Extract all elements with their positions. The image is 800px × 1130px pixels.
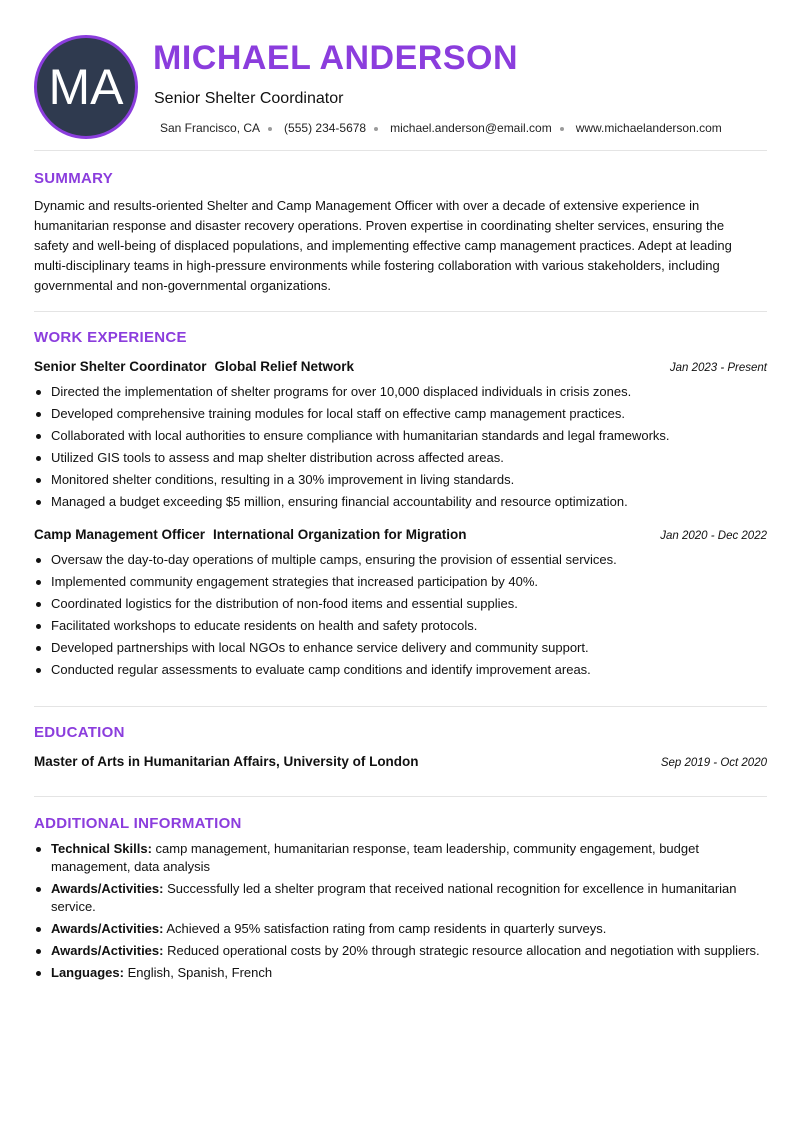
list-item: Directed the implementation of shelter programs for over 10,000 displaced individuals in crisis zones.	[34, 381, 767, 403]
section-title-experience: WORK EXPERIENCE	[34, 329, 187, 346]
item-text: Achieved a 95% satisfaction rating from camp residents in quarterly surveys.	[163, 921, 607, 936]
section-title-education: EDUCATION	[34, 724, 125, 741]
divider	[34, 311, 767, 312]
contact-phone[interactable]: (555) 234-5678	[284, 121, 367, 135]
list-item	[34, 840, 767, 876]
avatar-initials: MA	[48, 59, 124, 115]
list-item	[34, 964, 767, 982]
job-title-line	[34, 358, 354, 376]
list-item	[34, 880, 767, 916]
job-header	[34, 358, 767, 377]
additional-info-list	[34, 840, 767, 986]
list-item: Developed partnerships with local NGOs to enhance service delivery and community support.	[34, 637, 767, 659]
item-label: Awards/Activities:	[51, 881, 164, 896]
contact-website[interactable]: www.michaelanderson.com	[575, 121, 722, 135]
item-text: camp management, humanitarian response, team leadership, community engagement, budget management, data analysis	[51, 841, 699, 874]
list-item: Monitored shelter conditions, resulting in a 30% improvement in living standards.	[34, 469, 767, 491]
list-item	[34, 920, 767, 938]
divider	[34, 706, 767, 707]
list-item: Collaborated with local authorities to ensure compliance with humanitarian standards and legal frameworks.	[34, 425, 767, 447]
avatar	[34, 35, 138, 139]
job-title-line	[34, 526, 467, 544]
summary-text: Dynamic and results-oriented Shelter and Camp Management Officer with over a decade of extensive experience in humanitarian response and disaster recovery operations. Proven expertise in coordinating shelter services, ensuring the safety and well-being of displaced populations, and implementing effective camp management practices. Adept at leading multi-disciplinary teams in high-pressure environments while fostering collaboration with various stakeholders, including governmental and non-governmental organizations.	[34, 198, 732, 293]
list-item	[34, 942, 767, 960]
item-text: Reduced operational costs by 20% through strategic resource allocation and negotiation with suppliers.	[163, 943, 760, 958]
job-dates: Jan 2023 - Present	[669, 362, 767, 374]
item-label: Awards/Activities:	[51, 921, 164, 936]
job-dates: Jan 2020 - Dec 2022	[660, 530, 767, 542]
contact-email[interactable]: michael.anderson@email.com	[390, 121, 552, 135]
section-title-summary: SUMMARY	[34, 170, 114, 187]
job-bullets	[34, 381, 767, 513]
list-item: Conducted regular assessments to evaluate camp conditions and identify improvement areas.	[34, 659, 767, 681]
list-item: Developed comprehensive training modules for local staff on effective camp management practices.	[34, 403, 767, 425]
education-dates: Sep 2019 - Oct 2020	[660, 757, 767, 769]
separator-dot-icon	[560, 127, 564, 131]
contact-line	[160, 120, 722, 136]
divider	[34, 796, 767, 797]
list-item: Facilitated workshops to educate residents on health and safety protocols.	[34, 615, 767, 637]
job-title: Camp Management Officer	[34, 527, 206, 542]
job-organization: Global Relief Network	[214, 359, 355, 374]
item-label: Languages:	[51, 965, 124, 980]
item-text: Successfully led a shelter program that received national recognition for excellence in humanitarian service.	[51, 881, 737, 914]
education-degree: Master of Arts in Humanitarian Affairs, University of London	[34, 754, 419, 769]
candidate-role: Senior Shelter Coordinator	[154, 90, 344, 107]
separator-dot-icon	[374, 127, 378, 131]
section-title-additional: ADDITIONAL INFORMATION	[34, 815, 242, 832]
education-header	[34, 753, 767, 772]
list-item: Utilized GIS tools to assess and map shelter distribution across affected areas.	[34, 447, 767, 469]
job-title: Senior Shelter Coordinator	[34, 359, 207, 374]
separator-dot-icon	[268, 127, 272, 131]
job-bullets	[34, 549, 767, 681]
job-header	[34, 526, 767, 545]
contact-location: San Francisco, CA	[160, 121, 261, 135]
job-organization: International Organization for Migration	[213, 527, 467, 542]
item-text: English, Spanish, French	[123, 965, 273, 980]
item-label: Technical Skills:	[51, 841, 152, 856]
list-item: Oversaw the day-to-day operations of multiple camps, ensuring the provision of essential services.	[34, 549, 767, 571]
item-label: Awards/Activities:	[51, 943, 164, 958]
list-item: Coordinated logistics for the distribution of non-food items and essential supplies.	[34, 593, 767, 615]
list-item: Managed a budget exceeding $5 million, ensuring financial accountability and resource optimization.	[34, 491, 767, 513]
divider	[34, 150, 767, 151]
list-item: Implemented community engagement strategies that increased participation by 40%.	[34, 571, 767, 593]
candidate-name: MICHAEL ANDERSON	[153, 39, 519, 77]
